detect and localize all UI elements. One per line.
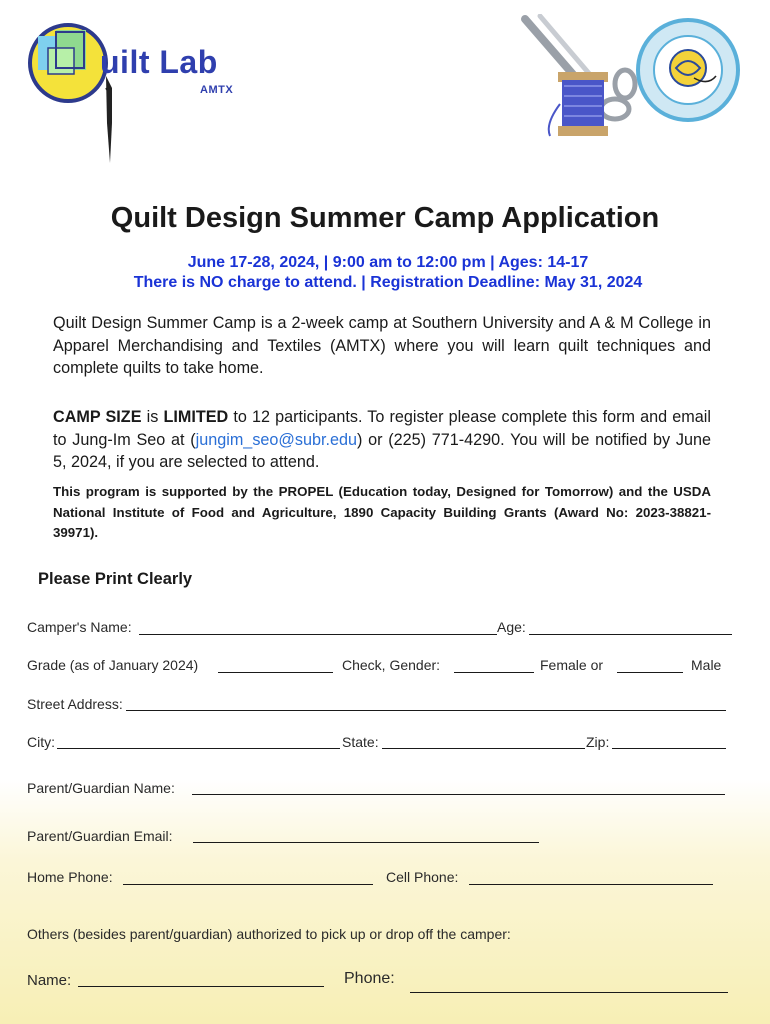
female-label: Female or [540, 657, 604, 673]
camp-size-label: CAMP SIZE [53, 408, 142, 426]
cell-phone-field[interactable] [469, 884, 713, 885]
camp-size-paragraph [53, 406, 711, 474]
parent-name-field[interactable] [192, 794, 725, 795]
charge-deadline: There is NO charge to attend. | Registration Deadline: May 31, 2024 [133, 274, 643, 291]
email-link[interactable]: jungim_seo@subr.edu [195, 430, 357, 449]
date-time-ages: June 17-28, 2024, | 9:00 am to 12:00 pm | Ages: 14-17 [187, 254, 589, 271]
parent-email-label: Parent/Guardian Email: [27, 828, 173, 844]
zip-label: Zip: [586, 734, 610, 750]
street-field[interactable] [126, 710, 726, 711]
text-span: is [141, 408, 164, 426]
state-label: State: [342, 734, 379, 750]
city-field[interactable] [57, 748, 340, 749]
page-title: Quilt Design Summer Camp Application [110, 202, 660, 234]
camper-name-label: Camper's Name: [27, 619, 132, 635]
home-phone-field[interactable] [123, 884, 373, 885]
intro-paragraph: Quilt Design Summer Camp is a 2-week camp at Southern University and A & M College in Apparel Merchandising and Textiles (AMTX) where you will learn quilt techniques and complete quilts to take home. [53, 314, 711, 377]
phone-label: Phone: [344, 970, 395, 987]
limited-label: LIMITED [163, 408, 229, 426]
scissors-spool-icon [520, 14, 640, 139]
name-field[interactable] [78, 986, 324, 987]
age-label: Age: [497, 619, 526, 635]
male-checkbox-field[interactable] [617, 672, 683, 673]
home-phone-label: Home Phone: [27, 869, 113, 885]
grade-label: Grade (as of January 2024) [27, 657, 199, 673]
cell-phone-label: Cell Phone: [386, 869, 459, 885]
parent-email-field[interactable] [193, 842, 539, 843]
city-label: City: [27, 734, 55, 750]
support-statement: This program is supported by the PROPEL (Education today, Designed for Tomorrow) and the USDA National Institute of Food and Agriculture, 1890 Capacity Building Grants (Award No: 2023-38821-39971). [53, 484, 711, 540]
grade-field[interactable] [218, 672, 333, 673]
print-clearly-heading: Please Print Clearly [38, 570, 193, 588]
state-field[interactable] [382, 748, 585, 749]
gender-label: Check, Gender: [342, 657, 441, 673]
college-seal-icon [636, 16, 742, 126]
parent-name-label: Parent/Guardian Name: [27, 780, 175, 796]
name-label: Name: [27, 972, 72, 989]
male-label: Male [691, 657, 722, 673]
others-label: Others (besides parent/guardian) authorized to pick up or drop off the camper: [27, 926, 511, 942]
camper-name-field[interactable] [139, 634, 497, 635]
text-span: ) or (225) 771-4290. You will be notified by June 5, 2024, if you are selected to attend. [53, 430, 711, 471]
age-field[interactable] [529, 634, 732, 635]
phone-field[interactable] [410, 992, 728, 993]
logo-text: uilt Lab [100, 44, 218, 80]
female-checkbox-field[interactable] [454, 672, 534, 673]
zip-field[interactable] [612, 748, 726, 749]
street-label: Street Address: [27, 696, 123, 712]
text-span: to 12 participants. To register please complete this form and email to Jung-Im Seo at ( [53, 408, 711, 449]
logo-subtext: AMTX [200, 84, 234, 96]
